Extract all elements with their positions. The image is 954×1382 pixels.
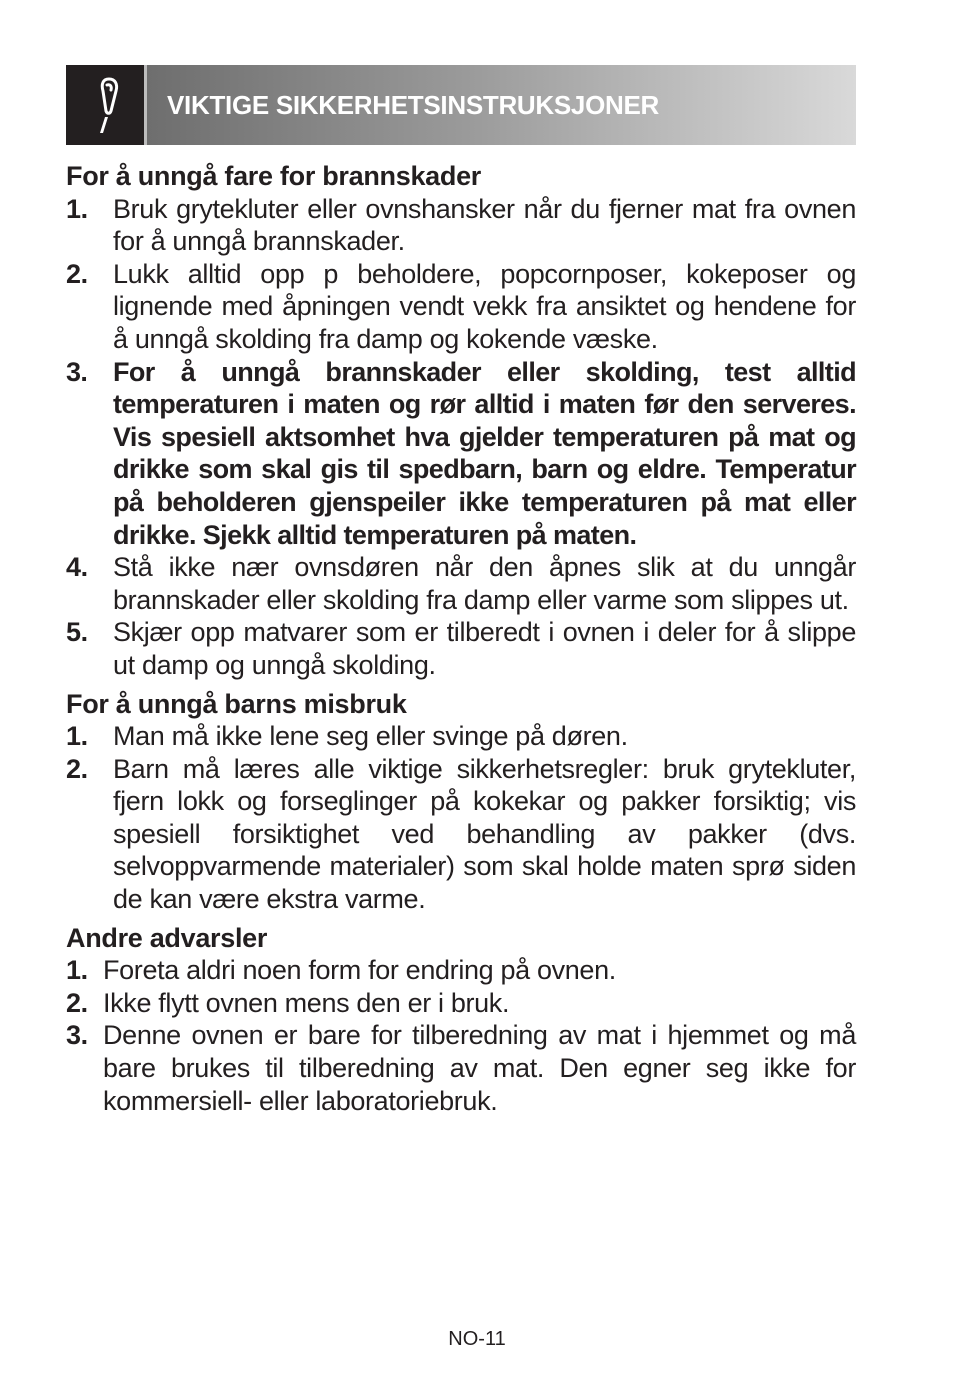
item-text: Foreta aldri noen form for endring på ovnen. — [103, 955, 616, 986]
item-number: 5. — [66, 617, 88, 648]
warning-icon-box — [66, 65, 144, 145]
list-item — [66, 193, 856, 258]
section-children — [66, 688, 856, 916]
section-heading: Andre advarsler — [66, 922, 268, 953]
section-other-warnings — [66, 922, 856, 1118]
instruction-list — [66, 193, 856, 682]
item-number: 1. — [66, 721, 88, 752]
item-text: Lukk alltid opp p beholdere, popcornposer, kokeposer og lignende med åpningen vendt vekk fra ansiktet og hendene for å unngå skolding fra damp og kokende væske. — [113, 258, 856, 354]
list-item — [66, 356, 856, 552]
item-text: Barn må læres alle viktige sikkerhetsregler: bruk grytekluter, fjern lokk og forseglinger på kokekar og pakker forsiktig; vis spesiell forsiktighet ved behandling av pakker (dvs. selvoppvarmende materialer) som skal holde maten sprø siden de kan være ekstra varme. — [113, 753, 856, 915]
section-header — [66, 65, 856, 145]
item-number: 2. — [66, 258, 88, 289]
section-burns — [66, 160, 856, 682]
document-content — [66, 160, 856, 1123]
instruction-list — [66, 720, 856, 916]
list-item — [66, 954, 856, 987]
section-heading: For å unngå fare for brannskader — [66, 161, 481, 191]
item-text: Ikke flytt ovnen mens den er i bruk. — [103, 987, 510, 1018]
list-item — [66, 551, 856, 616]
item-number: 1. — [66, 955, 88, 986]
item-text: For å unngå brannskader eller skolding, test alltid temperaturen i maten og rør alltid i maten før den serveres. Vis spesiell aktsomhet hva gjelder temperaturen på mat og drikke som skal gis til spedbarn, barn og eldre. Temperatur på beholderen gjenspeiler ikke temperaturen på mat eller drikke. Sjekk alltid temperaturen på maten. — [113, 356, 856, 550]
page-number: NO-11 — [448, 1328, 506, 1350]
item-text: Stå ikke nær ovnsdøren når den åpnes slik at du unngår brannskader eller skolding fra damp eller varme som slippes ut. — [113, 552, 856, 615]
item-number: 1. — [66, 193, 88, 224]
item-number: 4. — [66, 552, 88, 583]
item-number: 2. — [66, 753, 88, 784]
list-item — [66, 987, 856, 1020]
header-title-bar — [147, 65, 856, 145]
list-item — [66, 616, 856, 681]
item-number: 3. — [66, 356, 88, 387]
item-text: Man må ikke lene seg eller svinge på døren. — [113, 721, 628, 752]
list-item — [66, 753, 856, 916]
list-item — [66, 1019, 856, 1117]
item-text: Bruk grytekluter eller ovnshansker når du fjerner mat fra ovnen for å unngå brannskader. — [113, 193, 856, 257]
page-title: VIKTIGE SIKKERHETSINSTRUKSJONER — [167, 89, 659, 120]
instruction-list — [66, 954, 856, 1117]
item-number: 2. — [66, 987, 88, 1018]
item-number: 3. — [66, 1020, 88, 1051]
list-item — [66, 720, 856, 753]
list-item — [66, 258, 856, 356]
warning-exclamation-icon — [85, 73, 125, 137]
item-text: Denne ovnen er bare for tilberedning av mat i hjemmet og må bare brukes til tilberedning av mat. Den egner seg ikke for kommersiell- eller laboratoriebruk. — [103, 1020, 856, 1116]
item-text: Skjær opp matvarer som er tilberedt i ovnen i deler for å slippe ut damp og unngå skolding. — [113, 617, 856, 680]
section-heading: For å unngå barns misbruk — [66, 688, 407, 719]
